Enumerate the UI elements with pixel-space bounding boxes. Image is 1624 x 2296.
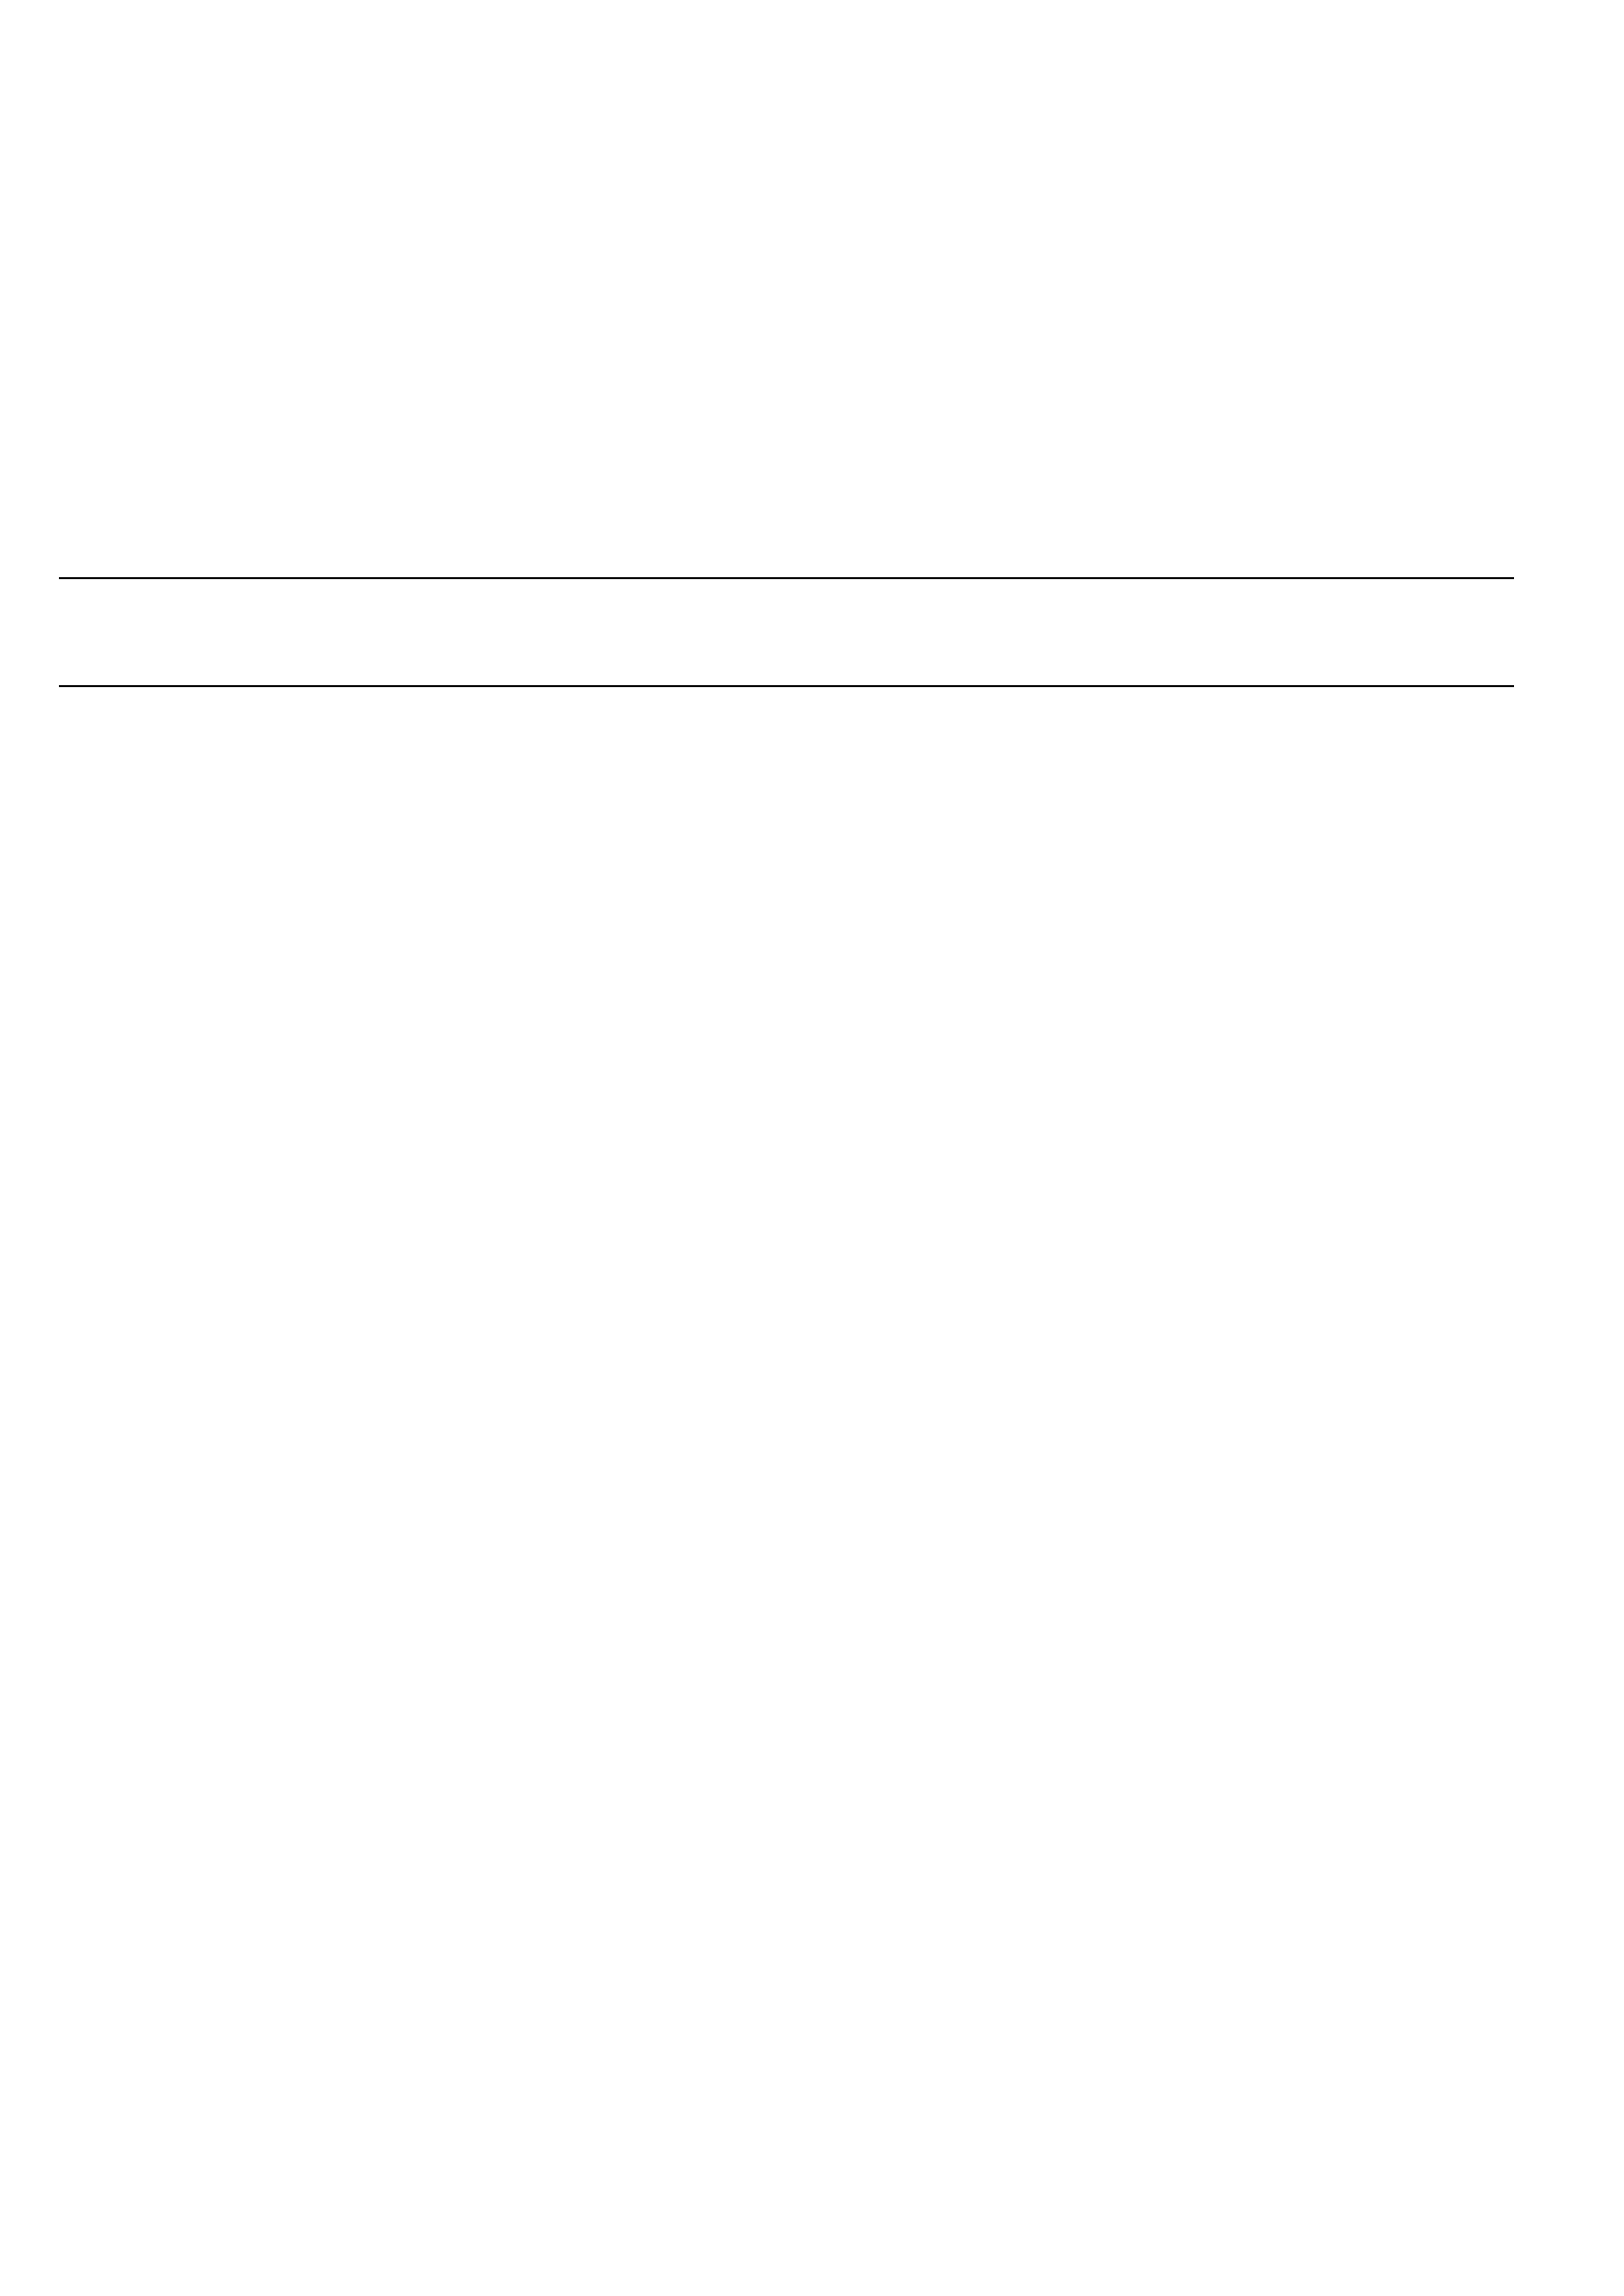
header-rule-bottom (59, 685, 1514, 687)
header-rule-top (59, 577, 1514, 579)
